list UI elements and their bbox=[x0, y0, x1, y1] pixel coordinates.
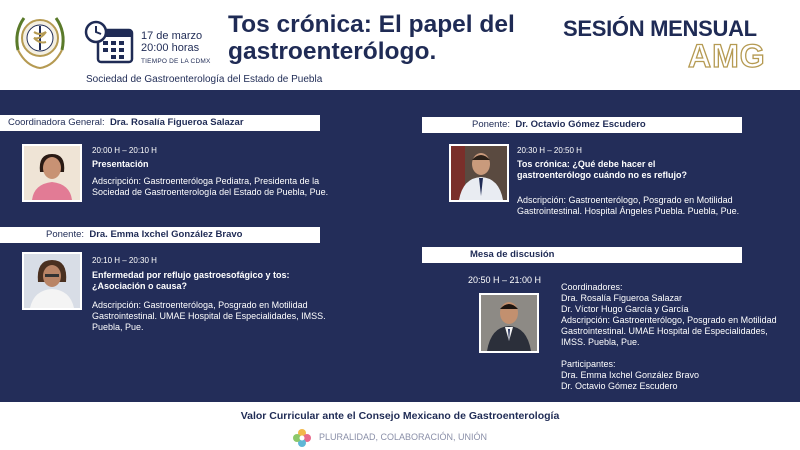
panel-label-bar bbox=[422, 247, 742, 263]
page-title: Tos crónica: El papel del gastroenterólogo. bbox=[228, 11, 515, 65]
event-time: 20:00 horas bbox=[141, 42, 200, 54]
coordinator-label: Coordinadora General: bbox=[8, 117, 105, 128]
talk1-title: Presentación bbox=[92, 159, 149, 169]
event-day: 17 de marzo bbox=[141, 30, 203, 42]
speaker2-name: Dra. Emma Ixchel González Bravo bbox=[89, 229, 243, 240]
speaker-photo-gomez bbox=[449, 144, 509, 202]
society-name: Sociedad de Gastroenterología del Estado de Puebla bbox=[86, 74, 323, 85]
speaker-photo-garcia bbox=[479, 293, 539, 353]
panel-coordinator-a: Dra. Rosalía Figueroa Salazar bbox=[561, 293, 683, 303]
coordinator-name: Dra. Rosalía Figueroa Salazar bbox=[109, 117, 244, 128]
talk1-affiliation: Adscripción: Gastroenteróloga Pediatra, Presidenta de la Sociedad de Gastroenterología del Estado de Puebla, Pue. bbox=[92, 176, 329, 197]
header bbox=[0, 0, 800, 90]
panel-time: 20:50 H – 21:00 H bbox=[468, 275, 542, 285]
speaker3-label: Ponente: bbox=[472, 119, 511, 130]
speaker2-label-bar bbox=[0, 227, 320, 243]
program-panel bbox=[0, 90, 800, 402]
panel-label: Mesa de discusión bbox=[470, 249, 555, 260]
coordinators-heading: Coordinadores: bbox=[561, 282, 623, 292]
talk2-title: Enfermedad por reflujo gastroesofágico y tos: ¿Asociación o causa? bbox=[92, 270, 290, 291]
amg-brand: AMG bbox=[688, 38, 766, 74]
talk2-affiliation: Adscripción: Gastroenteróloga, Posgrado en Motilidad Gastrointestinal. UMAE Hospital de Especialidades, IMSS. Puebla, Pue. bbox=[92, 300, 326, 332]
flower-logo-icon bbox=[292, 428, 312, 448]
panel-participant-a: Dra. Emma Ixchel González Bravo bbox=[561, 370, 700, 380]
portrait-woman-icon bbox=[24, 254, 80, 308]
event-date bbox=[141, 30, 211, 68]
panel-coordinator-b: Dr. Víctor Hugo García y García bbox=[561, 304, 689, 314]
speaker3-name: Dr. Octavio Gómez Escudero bbox=[515, 119, 646, 130]
portrait-man-icon bbox=[451, 146, 507, 200]
motto-text: PLURALIDAD, COLABORACIÓN, UNIÓN bbox=[319, 432, 488, 442]
panel-affiliation: Adscripción: Gastroenterólogo, Posgrado en Motilidad Gastrointestinal. UMAE Hospital de Especialidades, IMSS. Puebla, Pue. bbox=[561, 315, 777, 347]
speaker-photo-gonzalez bbox=[22, 252, 82, 310]
event-timezone: TIEMPO DE LA CDMX bbox=[141, 58, 211, 65]
speaker-photo-figueroa bbox=[22, 144, 82, 202]
calendar-clock-icon bbox=[84, 20, 134, 64]
portrait-man-icon bbox=[481, 295, 537, 351]
talk3-affiliation: Adscripción: Gastroenterólogo, Posgrado en Motilidad Gastrointestinal. Hospital Ángeles Puebla. Puebla, Pue. bbox=[517, 195, 740, 216]
speaker2-label: Ponente: bbox=[46, 229, 85, 240]
society-seal-logo bbox=[12, 10, 68, 72]
talk2-time: 20:10 H – 20:30 H bbox=[92, 256, 157, 265]
talk1-time: 20:00 H – 20:10 H bbox=[92, 146, 157, 155]
talk3-title: Tos crónica: ¿Qué debe hacer el gastroenterólogo cuándo no es reflujo? bbox=[517, 159, 688, 180]
session-label: SESIÓN MENSUAL bbox=[563, 16, 757, 41]
portrait-woman-icon bbox=[24, 146, 80, 200]
participants-heading: Participantes: bbox=[561, 359, 616, 369]
curricular-credit: Valor Curricular ante el Consejo Mexicano de Gastroenterología bbox=[240, 410, 560, 422]
talk3-time: 20:30 H – 20:50 H bbox=[517, 146, 582, 155]
coordinator-label-bar bbox=[0, 115, 320, 131]
speaker3-label-bar bbox=[422, 117, 742, 133]
panel-participant-b: Dr. Octavio Gómez Escudero bbox=[561, 381, 678, 391]
panel-details bbox=[561, 282, 791, 392]
